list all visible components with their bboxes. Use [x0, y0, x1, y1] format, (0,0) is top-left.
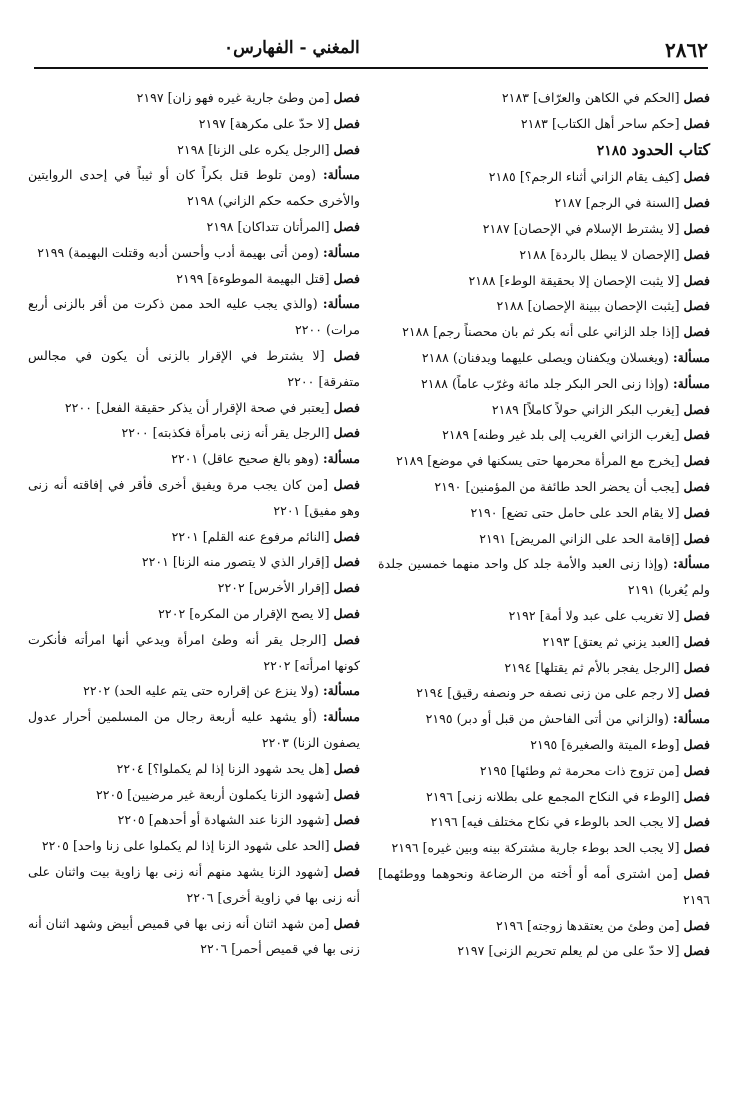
index-entry: [28, 549, 360, 575]
index-entry: [28, 782, 360, 808]
entry-text: [كيف يقام الزاني أثناء الرجم؟] ٢١٨٥: [488, 169, 680, 185]
entry-text: [لا حدّ على مكرهة] ٢١٩٧: [198, 115, 330, 131]
entry-label: فصل: [333, 838, 360, 854]
entry-label: فصل: [683, 762, 710, 778]
entry-text: [يغرب البكر الزاني حولاً كاملاً] ٢١٨٩: [491, 401, 680, 417]
index-entry: [378, 345, 710, 371]
entry-label: فصل: [683, 298, 710, 314]
index-entry: [28, 162, 360, 214]
index-entry: [378, 655, 710, 681]
entry-label: فصل: [333, 115, 360, 131]
index-entry: [378, 268, 710, 294]
header-rule: [34, 67, 708, 69]
index-entry: [28, 678, 360, 704]
entry-text: (ويغسلان ويكفنان ويصلى عليهما ويدفنان) ٢١٨٨: [421, 349, 669, 365]
entry-label: فصل: [683, 195, 710, 211]
entry-label: مسألة:: [322, 451, 360, 467]
index-entry: [28, 446, 360, 472]
entry-text: [لا يثبت الإحصان إلا بحقيقة الوطء] ٢١٨٨: [468, 272, 680, 288]
entry-text: [لا رجم على من زنى نصفه حر ونصفه رقيق] ٢١٩٤: [416, 685, 680, 701]
book-heading-page: ٢١٨٥: [596, 142, 627, 159]
entry-text: [شهود الزنا يكملون أربعة غير مرضيين] ٢٢٠٥: [96, 786, 330, 802]
entry-text: [النائم مرفوع عنه القلم] ٢٢٠١: [171, 528, 330, 544]
entry-label: فصل: [333, 270, 360, 286]
entry-label: فصل: [683, 272, 710, 288]
entry-text: [إقرار الأخرس] ٢٢٠٢: [217, 580, 330, 596]
book-heading-title: كتاب الحدود: [631, 139, 710, 159]
entry-label: فصل: [683, 478, 710, 494]
entry-text: [حكم ساحر أهل الكتاب] ٢١٨٣: [520, 115, 680, 131]
entry-label: فصل: [333, 915, 360, 931]
entry-label: فصل: [683, 90, 710, 105]
entry-text: [لا يشترط في الإقرار بالزنى أن يكون في مجالس متفرقة] ٢٢٠٠: [28, 347, 360, 389]
index-entry: [28, 472, 360, 524]
entry-text: [وطء الميتة والصغيرة] ٢١٩٥: [530, 736, 680, 752]
index-entry: [378, 603, 710, 629]
index-entry: [378, 732, 710, 758]
index-column-left: [28, 85, 360, 962]
index-entry: [378, 216, 710, 242]
index-entry: [28, 420, 360, 446]
entry-label: فصل: [683, 530, 710, 546]
index-entry: [28, 343, 360, 395]
entry-label: مسألة:: [322, 244, 360, 260]
entry-text: [إذا جلد الزاني على أنه بكر ثم بان محصناً رجم] ٢١٨٨: [402, 324, 680, 340]
index-entry: [28, 627, 360, 679]
index-entry: [28, 704, 360, 756]
entry-text: [من اشترى أمه أو أخته من الرضاعة ونحوهما ووطئهما] ٢١٩٦: [378, 865, 710, 907]
entry-text: (والذي يجب عليه الحد ممن ذكرت من أقر بالزنى أربع مرات) ٢٢٠٠: [28, 296, 360, 338]
entry-label: فصل: [683, 865, 710, 881]
entry-text: (وإذا زنى العبد والأمة جلد كل واحد منهما خمسين جلدة ولم يُغربا) ٢١٩١: [378, 556, 710, 598]
entry-text: [لا تغريب على عبد ولا أمة] ٢١٩٢: [508, 607, 680, 623]
index-entry: [378, 111, 710, 137]
index-entry: [378, 190, 710, 216]
index-entry: [28, 85, 360, 111]
entry-text: [شهود الزنا يشهد منهم أنه زنى بها زاوية بيت واثنان على أنه زنى بها في زاوية أخرى] ٢٢٠٦: [28, 863, 360, 905]
index-entry: [378, 474, 710, 500]
entry-label: فصل: [683, 788, 710, 804]
entry-text: [قتل البهيمة الموطوءة] ٢١٩٩: [176, 270, 330, 286]
entry-label: فصل: [683, 401, 710, 417]
entry-text: [الإحصان لا يبطل بالردة] ٢١٨٨: [519, 246, 680, 262]
entry-text: [لا يشترط الإسلام في الإحصان] ٢١٨٧: [482, 220, 680, 236]
entry-label: فصل: [333, 631, 360, 647]
entry-text: [يعتبر في صحة الإقرار أن يذكر حقيقة الفعل] ٢٢٠٠: [64, 399, 330, 415]
entry-label: مسألة:: [322, 709, 360, 725]
index-entry: [28, 756, 360, 782]
entry-label: فصل: [333, 863, 360, 879]
index-entry: [378, 448, 710, 474]
entry-text: (أو يشهد عليه أربعة رجال من المسلمين أحرار عدول يصفون الزنا) ٢٢٠٣: [28, 709, 360, 750]
entry-label: مسألة:: [672, 375, 710, 391]
index-entry: [378, 85, 710, 111]
index-entry: [378, 500, 710, 526]
entry-label: مسألة:: [322, 296, 360, 312]
entry-label: فصل: [683, 504, 710, 520]
entry-text: (وهو بالغ صحيح عاقل) ٢٢٠١: [171, 451, 319, 467]
entry-label: فصل: [683, 840, 710, 856]
entry-label: مسألة:: [672, 349, 710, 365]
entry-label: فصل: [333, 554, 360, 570]
entry-text: [لا يصح الإقرار من المكره] ٢٢٠٢: [158, 605, 330, 621]
index-entry: [28, 291, 360, 343]
entry-text: [العبد يزني ثم يعتق] ٢١٩٣: [542, 633, 680, 649]
index-entry: [28, 575, 360, 601]
entry-text: [لا حدّ على من لم يعلم تحريم الزنى] ٢١٩٧: [457, 943, 680, 959]
entry-label: فصل: [683, 220, 710, 236]
index-entry: [28, 911, 360, 963]
entry-text: [يخرج مع المرأة محرمها حتى يسكنها في موضع] ٢١٨٩: [396, 453, 680, 469]
entry-text: [السنة في الرجم] ٢١٨٧: [554, 195, 680, 211]
index-entry: [378, 706, 710, 732]
index-entry: [28, 859, 360, 911]
entry-label: فصل: [683, 685, 710, 701]
entry-label: فصل: [683, 115, 710, 131]
entry-text: [لا يقام الحد على حامل حتى تضع] ٢١٩٠: [470, 504, 680, 520]
index-entry: [28, 111, 360, 137]
entry-text: [لا يجب الحد بوطء جارية مشتركة بينه وبين غيره] ٢١٩٦: [391, 840, 680, 856]
index-entry: [378, 397, 710, 423]
index-entry: [378, 784, 710, 810]
entry-label: فصل: [683, 607, 710, 623]
entry-text: [من شهد اثنان أنه زنى بها في قميص أبيض وشهد اثنان أنه زنى بها في قميص أحمر] ٢٢٠٦: [28, 915, 360, 957]
entry-label: فصل: [683, 917, 710, 933]
entry-label: فصل: [683, 736, 710, 752]
index-column-right: [378, 85, 710, 964]
entry-label: فصل: [333, 476, 360, 492]
index-entry: [378, 758, 710, 784]
index-entry: [28, 137, 360, 163]
index-entry: [28, 524, 360, 550]
entry-text: [الرجل يقر أنه زنى بامرأة فكذبته] ٢٢٠٠: [121, 425, 330, 441]
entry-label: فصل: [683, 324, 710, 340]
entry-label: فصل: [333, 399, 360, 415]
entry-text: [يجب أن يحضر الحد طائفة من المؤمنين] ٢١٩٠: [434, 478, 680, 494]
entry-text: [الوطء في النكاح المجمع على بطلانه زنى] ٢١٩٦: [426, 788, 680, 804]
entry-label: فصل: [333, 425, 360, 441]
index-entry: [378, 293, 710, 319]
entry-text: [لا يجب الحد بالوطء في نكاح مختلف فيه] ٢١٩٦: [430, 814, 680, 830]
entry-label: فصل: [333, 786, 360, 802]
entry-label: فصل: [333, 812, 360, 828]
entry-label: فصل: [333, 90, 360, 105]
entry-label: فصل: [683, 169, 710, 185]
index-entry: [378, 526, 710, 552]
entry-text: [يغرب الزاني الغريب إلى بلد غير وطنه] ٢١٨٩: [442, 427, 680, 443]
entry-text: [الحد على شهود الزنا إذا لم يكملوا على زنا واحد] ٢٢٠٥: [41, 838, 330, 854]
entry-label: فصل: [683, 427, 710, 443]
entry-text: (ومن تلوط قتل بكراً كان أو ثيباً في إحدى الروايتين والأخرى حكمه حكم الزاني) ٢١٩٨: [28, 167, 360, 209]
index-entry: [378, 422, 710, 448]
entry-text: [إقامة الحد على الزاني المريض] ٢١٩١: [479, 530, 680, 546]
entry-text: [الرجل يقر أنه وطئ امرأة ويدعي أنها امرأته فأنكرت كونها امرأته] ٢٢٠٢: [28, 631, 360, 673]
index-entry: [378, 680, 710, 706]
book-heading: [378, 137, 710, 165]
entry-text: [يثبت الإحصان ببينة الإحصان] ٢١٨٨: [496, 298, 680, 314]
page-header: [34, 38, 708, 66]
entry-text: [هل يحد شهود الزنا إذا لم يكملوا؟] ٢٢٠٤: [116, 760, 330, 776]
entry-label: فصل: [683, 453, 710, 469]
entry-text: [من وطئ من يعتقدها زوجته] ٢١٩٦: [495, 917, 680, 933]
index-entry: [378, 913, 710, 939]
entry-label: مسألة:: [322, 167, 360, 183]
entry-label: فصل: [333, 528, 360, 544]
index-entry: [378, 861, 710, 913]
index-entry: [378, 319, 710, 345]
index-entry: [28, 807, 360, 833]
index-entry: [378, 835, 710, 861]
index-entry: [378, 629, 710, 655]
index-entry: [378, 938, 710, 964]
index-entry: [378, 551, 710, 603]
index-entry: [28, 833, 360, 859]
running-title: المغني - الفهارس٠: [224, 38, 360, 58]
entry-text: (ولا ينزع عن إقراره حتى يتم عليه الحد) ٢٢٠٢: [83, 683, 319, 699]
entry-label: فصل: [683, 659, 710, 675]
entry-label: فصل: [333, 218, 360, 234]
entry-text: [من وطئ جارية غيره فهو زان] ٢١٩٧: [136, 90, 330, 105]
index-entry: [28, 601, 360, 627]
entry-label: فصل: [333, 580, 360, 596]
entry-label: فصل: [333, 605, 360, 621]
entry-text: (والزاني من أتى الفاحش من قبل أو دبر) ٢١٩٥: [425, 711, 669, 727]
index-entry: [28, 240, 360, 266]
entry-label: فصل: [333, 760, 360, 776]
index-entry: [28, 395, 360, 421]
entry-label: فصل: [333, 347, 361, 363]
page-number: ٢٨٦٢: [665, 38, 708, 62]
index-entry: [378, 809, 710, 835]
entry-text: [من كان يجب مرة ويفيق أخرى فأقر في إفاقته أنه زنى وهو مفيق] ٢٢٠١: [28, 476, 360, 518]
entry-text: [الحكم في الكاهن والعرّاف] ٢١٨٣: [501, 90, 680, 105]
entry-text: [شهود الزنا عند الشهادة أو أحدهم] ٢٢٠٥: [117, 812, 330, 828]
entry-label: فصل: [683, 943, 710, 959]
index-entry: [28, 214, 360, 240]
entry-label: مسألة:: [322, 683, 360, 699]
index-entry: [378, 371, 710, 397]
entry-text: [من تزوج ذات محرمة ثم وطئها] ٢١٩٥: [479, 762, 680, 778]
entry-label: فصل: [683, 633, 710, 649]
entry-label: مسألة:: [672, 711, 710, 727]
entry-text: (وإذا زنى الحر البكر جلد مائة وغرّب عاماً) ٢١٨٨: [420, 375, 669, 391]
entry-label: فصل: [333, 141, 360, 157]
index-entry: [378, 242, 710, 268]
entry-text: [المرأتان تتداكان] ٢١٩٨: [206, 218, 330, 234]
entry-text: [إقرار الذي لا يتصور منه الزنا] ٢٢٠١: [141, 554, 330, 570]
entry-label: مسألة:: [672, 556, 710, 572]
entry-text: (ومن أتى بهيمة أدب وأحسن أدبه وقتلت البهيمة) ٢١٩٩: [37, 244, 319, 260]
entry-label: فصل: [683, 246, 710, 262]
entry-text: [الرجل يفجر بالأم ثم يقتلها] ٢١٩٤: [504, 659, 680, 675]
entry-label: فصل: [683, 814, 710, 830]
index-entry: [28, 266, 360, 292]
entry-text: [الرجل يكره على الزنا] ٢١٩٨: [177, 141, 330, 157]
index-entry: [378, 164, 710, 190]
